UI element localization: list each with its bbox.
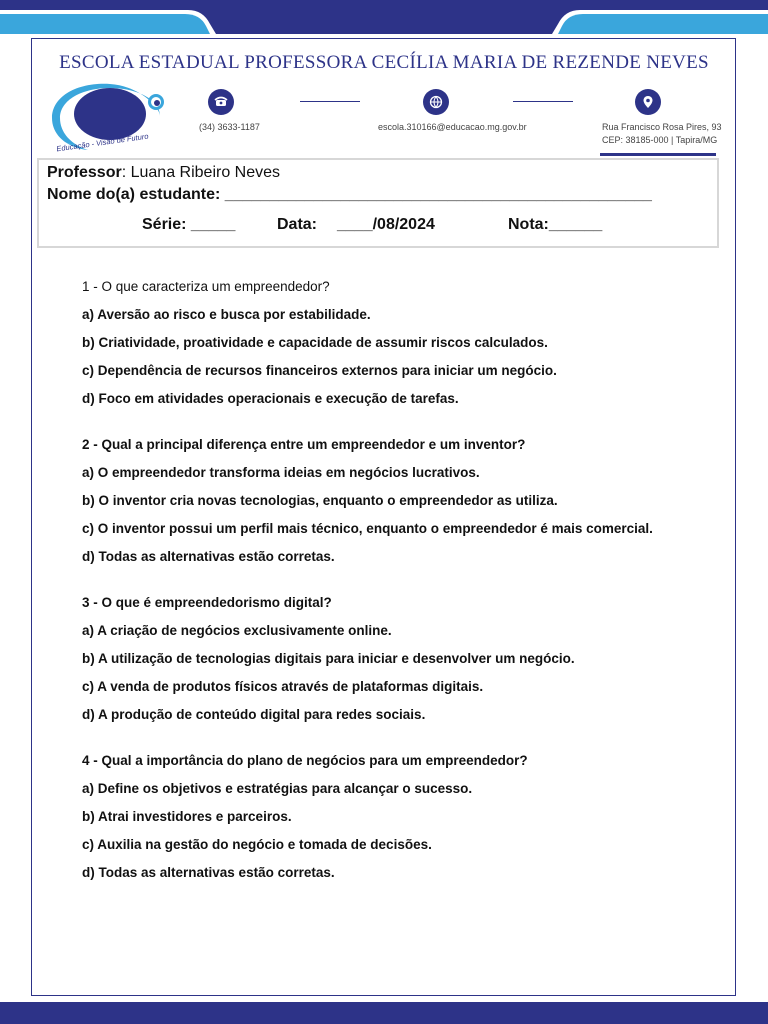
address [602,121,722,147]
question-4 [82,752,702,882]
bottom-bar [0,1002,768,1024]
date-value: ____/08/2024 [337,216,435,233]
professor-label: Professor [47,164,122,181]
answer-option: c) A venda de produtos físicos através de plataformas digitais. [82,679,484,694]
phone-number: (34) 3633-1187 [199,122,260,132]
question-title: 2 - Qual a principal diferença entre um empreendedor e um inventor? [82,437,526,452]
question-title: 1 - O que caracteriza um empreendedor? [82,279,330,294]
answer-option: d) A produção de conteúdo digital para redes sociais. [82,707,426,722]
answer-option: c) Dependência de recursos financeiros externos para iniciar um negócio. [82,363,557,378]
answer-option: a) Define os objetivos e estratégias para alcançar o sucesso. [82,781,473,796]
answer-option: d) Foco em atividades operacionais e execução de tarefas. [82,391,459,406]
answer-option: c) O inventor possui um perfil mais técnico, enquanto o empreendedor é mais comercial. [82,521,653,536]
date-label: Data: [277,216,318,233]
location-pin-icon [635,89,661,115]
student-name-line: Nome do(a) estudante: ________________________________________________ [47,186,652,203]
answer-option: b) Criatividade, proatividade e capacidade de assumir riscos calculados. [82,335,548,350]
question-1 [82,278,702,408]
top-banner [0,0,768,38]
professor-name: : Luana Ribeiro Neves [121,164,281,181]
question-title: 3 - O que é empreendedorismo digital? [82,595,332,610]
school-name: ESCOLA ESTADUAL PROFESSORA CECÍLIA MARIA DE REZENDE NEVES [59,52,709,73]
address-line-1: Rua Francisco Rosa Pires, 93 [602,122,722,132]
serie-field: Série: _____ [142,216,236,233]
school-email: escola.310166@educacao.mg.gov.br [378,122,527,132]
question-3 [82,594,702,724]
globe-icon [423,89,449,115]
grade-field: Nota:______ [508,216,603,233]
phone-icon [208,89,234,115]
answer-option: b) A utilização de tecnologias digitais para iniciar e desenvolver um negócio. [82,651,575,666]
answer-option: c) Auxilia na gestão do negócio e tomada de decisões. [82,837,432,852]
question-title: 4 - Qual a importância do plano de negócios para um empreendedor? [82,753,528,768]
answer-option: a) O empreendedor transforma ideias em negócios lucrativos. [82,465,480,480]
separator-line [513,101,573,102]
answer-option: b) O inventor cria novas tecnologias, enquanto o empreendedor as utiliza. [82,493,558,508]
professor-line [47,164,280,182]
logo-motto: Educação - Visão de Futuro [55,131,150,154]
question-2 [82,436,702,566]
question-list [82,278,702,882]
answer-option: a) A criação de negócios exclusivamente online. [82,623,392,638]
separator-line [300,101,360,102]
header-accent-bar [600,153,716,156]
answer-option: d) Todas as alternativas estão corretas. [82,549,335,564]
answer-option: d) Todas as alternativas estão corretas. [82,865,335,880]
answer-option: b) Atrai investidores e parceiros. [82,809,292,824]
answer-option: a) Aversão ao risco e busca por estabilidade. [82,307,371,322]
address-line-2: CEP: 38185-000 | Tapira/MG [602,135,718,145]
